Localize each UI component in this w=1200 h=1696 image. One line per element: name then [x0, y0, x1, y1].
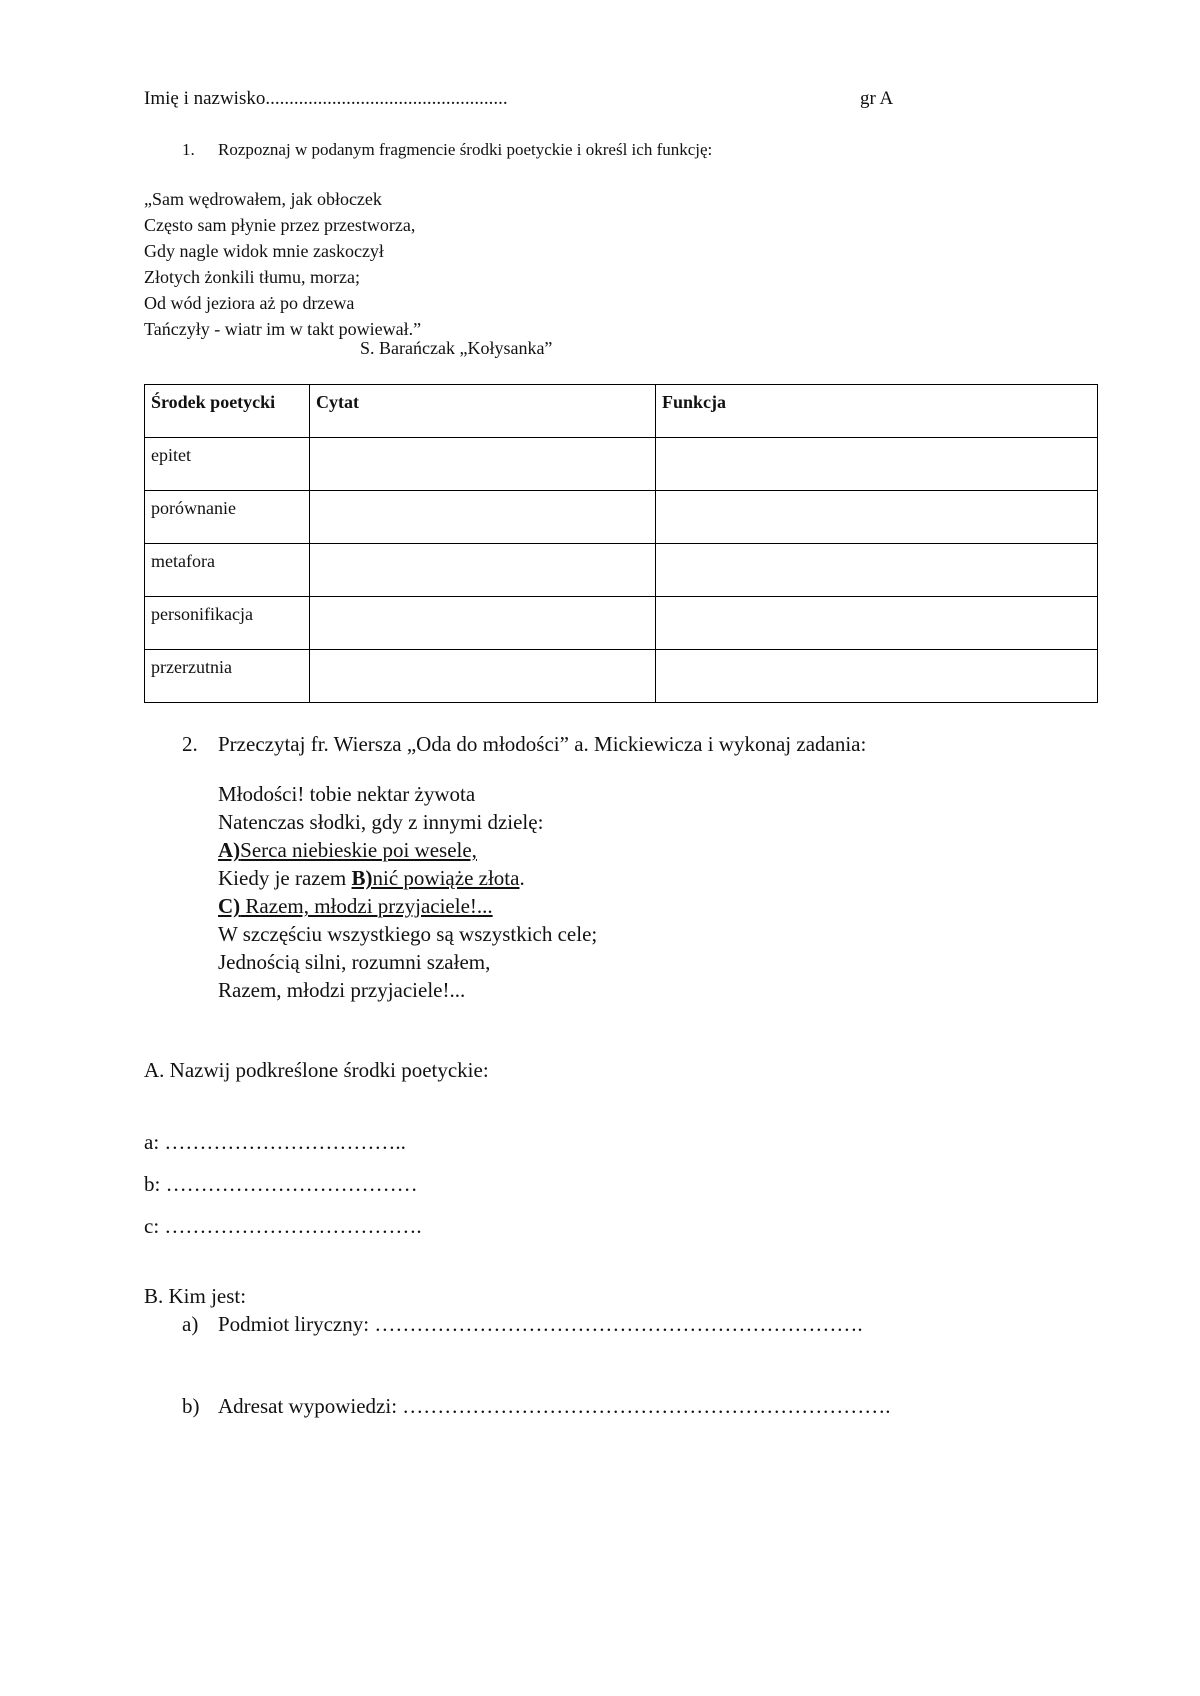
ode-line: Jednością silni, rozumni szałem, — [218, 950, 491, 974]
task1-instruction: Rozpoznaj w podanym fragmencie środki poetyckie i określ ich funkcję: — [218, 140, 713, 159]
header-device: Środek poetycki — [145, 385, 310, 438]
table-header-row — [145, 385, 1098, 438]
student-name-line[interactable] — [144, 88, 508, 110]
header-quote: Cytat — [310, 385, 656, 438]
ode-text: . — [519, 866, 525, 890]
item-a-marker: a) — [182, 1312, 199, 1336]
underlined-phrase-a: Serca niebieskie poi wesele, — [240, 838, 477, 862]
task1-number: 1. — [182, 140, 195, 159]
quote-cell[interactable] — [310, 491, 656, 544]
section-a-title: A. Nazwij podkreślone środki poetyckie: — [144, 1058, 489, 1082]
ode-line-b — [218, 866, 525, 891]
poem-line: Często sam płynie przez przestworza, — [144, 215, 416, 235]
device-name: przerzutnia — [145, 650, 310, 703]
table-row — [145, 650, 1098, 703]
group-label: gr A — [860, 88, 894, 109]
answer-c-field[interactable]: c: ………………………………. — [144, 1214, 422, 1238]
header-function: Funkcja — [656, 385, 1098, 438]
table-row — [145, 597, 1098, 650]
ode-line: W szczęściu wszystkiego są wszystkich cele; — [218, 922, 598, 946]
task2-number: 2. — [182, 732, 198, 756]
table-row — [145, 438, 1098, 491]
poem-line: „Sam wędrowałem, jak obłoczek — [144, 189, 382, 209]
poetic-devices-table — [144, 384, 1098, 703]
poem-attribution: S. Barańczak „Kołysanka” — [360, 338, 553, 358]
device-name: personifikacja — [145, 597, 310, 650]
name-dots: ................................................... — [265, 88, 508, 109]
name-label: Imię i nazwisko — [144, 88, 266, 109]
task2-instruction: Przeczytaj fr. Wiersza „Oda do młodości” a. Mickiewicza i wykonaj zadania: — [218, 732, 867, 756]
function-cell[interactable] — [656, 650, 1098, 703]
poem-line: Tańczyły - wiatr im w takt powiewał.” — [144, 319, 422, 339]
answer-a-field[interactable]: a: …………………………….. — [144, 1130, 406, 1154]
ode-line-a — [218, 838, 477, 863]
quote-cell[interactable] — [310, 544, 656, 597]
ode-line-c — [218, 894, 493, 919]
underlined-phrase-b: nić powiąże złota — [372, 866, 520, 890]
marker-c: C) — [218, 894, 241, 918]
poem-line: Gdy nagle widok mnie zaskoczył — [144, 241, 384, 261]
quote-cell[interactable] — [310, 597, 656, 650]
ode-line: Razem, młodzi przyjaciele!... — [218, 978, 466, 1002]
section-b-title: B. Kim jest: — [144, 1284, 247, 1308]
underlined-phrase-c: Razem, młodzi przyjaciele!... — [240, 894, 493, 918]
answer-b-field[interactable]: b: ……………………………… — [144, 1172, 418, 1196]
marker-a: A) — [218, 838, 241, 862]
poem-line: Od wód jeziora aż po drzewa — [144, 293, 355, 313]
device-name: epitet — [145, 438, 310, 491]
ode-line: Młodości! tobie nektar żywota — [218, 782, 476, 806]
function-cell[interactable] — [656, 491, 1098, 544]
marker-b: B) — [351, 866, 373, 890]
function-cell[interactable] — [656, 544, 1098, 597]
addressee-field[interactable]: Adresat wypowiedzi: ……………………………………………………………. — [218, 1394, 891, 1418]
item-b-marker: b) — [182, 1394, 200, 1418]
ode-line: Natenczas słodki, gdy z innymi dzielę: — [218, 810, 544, 834]
function-cell[interactable] — [656, 438, 1098, 491]
poem-line: Złotych żonkili tłumu, morza; — [144, 267, 360, 287]
table-row — [145, 544, 1098, 597]
ode-text: Kiedy je razem — [218, 866, 352, 890]
device-name: porównanie — [145, 491, 310, 544]
task1-poem — [144, 186, 421, 342]
table-row — [145, 491, 1098, 544]
device-name: metafora — [145, 544, 310, 597]
lyrical-subject-field[interactable]: Podmiot liryczny: ……………………………………………………………. — [218, 1312, 863, 1336]
function-cell[interactable] — [656, 597, 1098, 650]
quote-cell[interactable] — [310, 438, 656, 491]
quote-cell[interactable] — [310, 650, 656, 703]
